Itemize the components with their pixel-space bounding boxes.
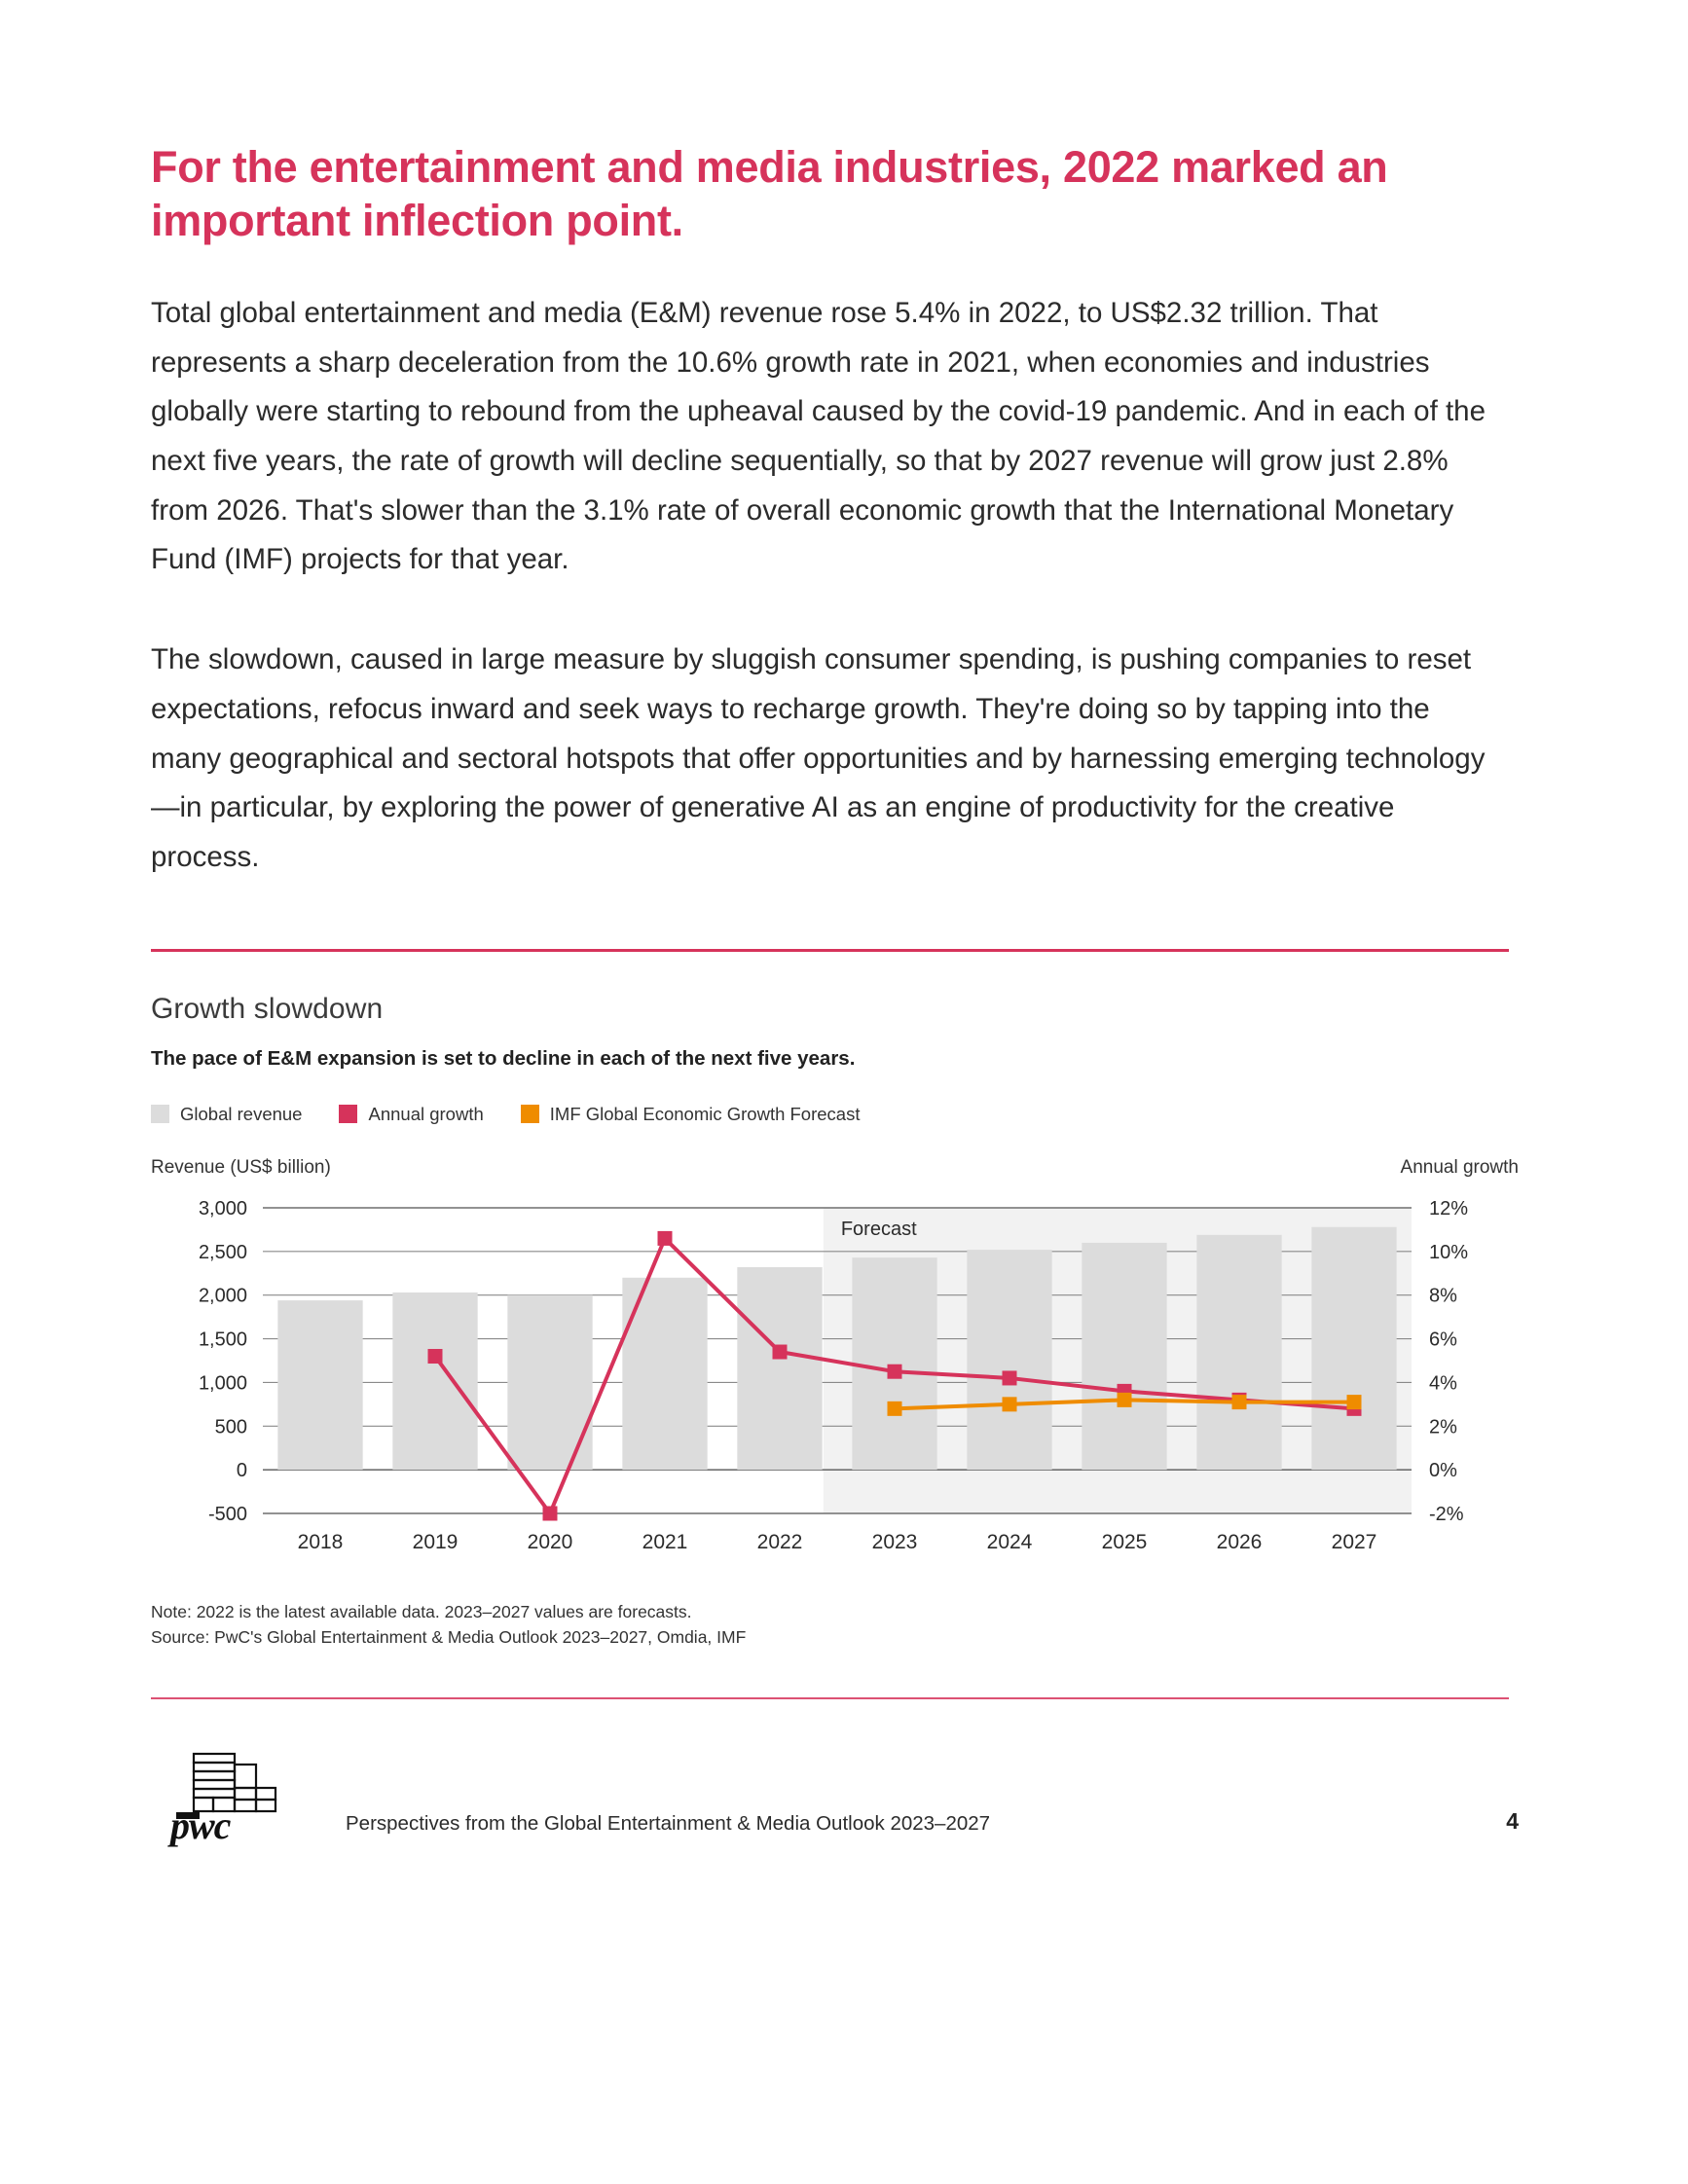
chart-notes <box>151 1570 1519 1651</box>
bar-global-revenue <box>1311 1227 1396 1470</box>
marker-annual-growth <box>543 1506 558 1520</box>
x-tick-label: 2018 <box>297 1530 344 1553</box>
bar-global-revenue <box>737 1267 822 1470</box>
y-tick-label-left: 3,000 <box>198 1197 247 1219</box>
y-tick-label-right: 12% <box>1429 1197 1469 1219</box>
x-tick-label: 2021 <box>642 1530 688 1553</box>
y-tick-label-left: 0 <box>236 1460 247 1482</box>
page-headline: For the entertainment and media industries, 2022 marked an important inflection point. <box>151 142 1388 245</box>
legend-swatch-global-revenue <box>151 1105 169 1123</box>
y-tick-label-left: 2,500 <box>198 1241 247 1263</box>
body-paragraph-1: Total global entertainment and media (E&M) revenue rose 5.4% in 2022, to US$2.32 trillion. That represents a sharp deceleration from the 10.6% growth rate in 2021, when economies and industries globally were starting to rebound from the upheaval caused by the covid-19 pandemic. And in each of the next five years, the rate of growth will decline sequentially, so that by 2027 revenue will grow just 2.8% from 2026. That's slower than the 3.1% rate of overall economic growth that the International Monetary Fund (IMF) projects for that year. <box>151 296 1486 576</box>
marker-imf-global-economic-growth-forecast <box>1232 1395 1247 1409</box>
exhibit-title: Growth slowdown <box>151 992 384 1025</box>
right-axis-caption: Annual growth <box>1400 1156 1519 1178</box>
y-tick-label-right: -2% <box>1429 1503 1464 1525</box>
marker-annual-growth <box>658 1231 673 1246</box>
chart-legend <box>151 1071 1519 1125</box>
bar-global-revenue <box>392 1292 477 1470</box>
marker-annual-growth <box>428 1349 443 1364</box>
chart-note: Note: 2022 is the latest available data. 2023–2027 values are forecasts. <box>151 1601 692 1621</box>
forecast-annotation: Forecast <box>840 1218 917 1240</box>
marker-imf-global-economic-growth-forecast <box>1118 1393 1132 1407</box>
legend-label-global-revenue: Global revenue <box>180 1103 303 1124</box>
x-tick-label: 2019 <box>412 1530 459 1553</box>
pwc-wordmark: pwc <box>170 1803 231 1848</box>
bar-global-revenue <box>967 1250 1051 1470</box>
y-tick-label-right: 8% <box>1429 1285 1457 1307</box>
x-tick-label: 2027 <box>1331 1530 1377 1553</box>
x-tick-label: 2020 <box>527 1530 573 1553</box>
page-number: 4 <box>1506 1808 1519 1835</box>
exhibit-growth-slowdown <box>151 952 1519 1651</box>
y-tick-label-left: 500 <box>214 1416 247 1438</box>
bar-global-revenue <box>1196 1235 1281 1470</box>
left-axis-caption: Revenue (US$ billion) <box>151 1156 331 1178</box>
chart-canvas <box>151 1190 1509 1570</box>
chart-source: Source: PwC's Global Entertainment & Media Outlook 2023–2027, Omdia, IMF <box>151 1627 747 1648</box>
y-tick-label-right: 2% <box>1429 1416 1457 1438</box>
legend-label-imf-forecast: IMF Global Economic Growth Forecast <box>549 1103 861 1124</box>
bar-global-revenue <box>1082 1243 1166 1470</box>
page-footer <box>151 1740 1519 1857</box>
legend-swatch-annual-growth <box>339 1105 357 1123</box>
footer-divider <box>151 1697 1509 1699</box>
y-tick-label-left: 1,500 <box>198 1329 247 1351</box>
chart-axis-captions <box>151 1125 1519 1179</box>
marker-imf-global-economic-growth-forecast <box>1347 1395 1362 1409</box>
y-tick-label-left: 2,000 <box>198 1285 247 1307</box>
y-tick-label-right: 4% <box>1429 1372 1457 1395</box>
marker-annual-growth <box>888 1365 902 1379</box>
bar-global-revenue <box>852 1257 936 1470</box>
page-content <box>151 0 1519 1857</box>
legend-label-annual-growth: Annual growth <box>368 1103 484 1124</box>
legend-item-annual-growth <box>339 1104 483 1125</box>
legend-item-imf-forecast <box>521 1104 861 1125</box>
y-tick-label-left: -500 <box>207 1503 247 1525</box>
marker-annual-growth <box>773 1344 788 1359</box>
x-tick-label: 2022 <box>756 1530 803 1553</box>
bar-global-revenue <box>277 1300 362 1470</box>
legend-item-global-revenue <box>151 1104 302 1125</box>
marker-imf-global-economic-growth-forecast <box>1003 1397 1017 1411</box>
footer-text: Perspectives from the Global Entertainment & Media Outlook 2023–2027 <box>346 1812 991 1836</box>
y-tick-label-right: 0% <box>1429 1460 1457 1482</box>
y-tick-label-right: 6% <box>1429 1329 1457 1351</box>
body-paragraph-2: The slowdown, caused in large measure by sluggish consumer spending, is pushing companies to reset expectations, refocus inward and seek ways to recharge growth. They're doing so by tapping into the many geographical and sectoral hotspots that offer opportunities and by harnessing emerging technology—in particular, by exploring the power of generative AI as an engine of productivity for the creative process. <box>151 643 1486 874</box>
exhibit-subtitle: The pace of E&M expansion is set to decline in each of the next five years. <box>151 1046 856 1070</box>
x-tick-label: 2023 <box>871 1530 918 1553</box>
x-tick-label: 2024 <box>986 1530 1033 1553</box>
legend-swatch-imf-forecast <box>521 1105 539 1123</box>
marker-annual-growth <box>1003 1370 1017 1385</box>
chart-growth-slowdown <box>151 1190 1509 1570</box>
x-tick-label: 2025 <box>1101 1530 1148 1553</box>
x-tick-label: 2026 <box>1216 1530 1263 1553</box>
y-tick-label-right: 10% <box>1429 1241 1469 1263</box>
y-tick-label-left: 1,000 <box>198 1372 247 1395</box>
marker-imf-global-economic-growth-forecast <box>888 1401 902 1416</box>
